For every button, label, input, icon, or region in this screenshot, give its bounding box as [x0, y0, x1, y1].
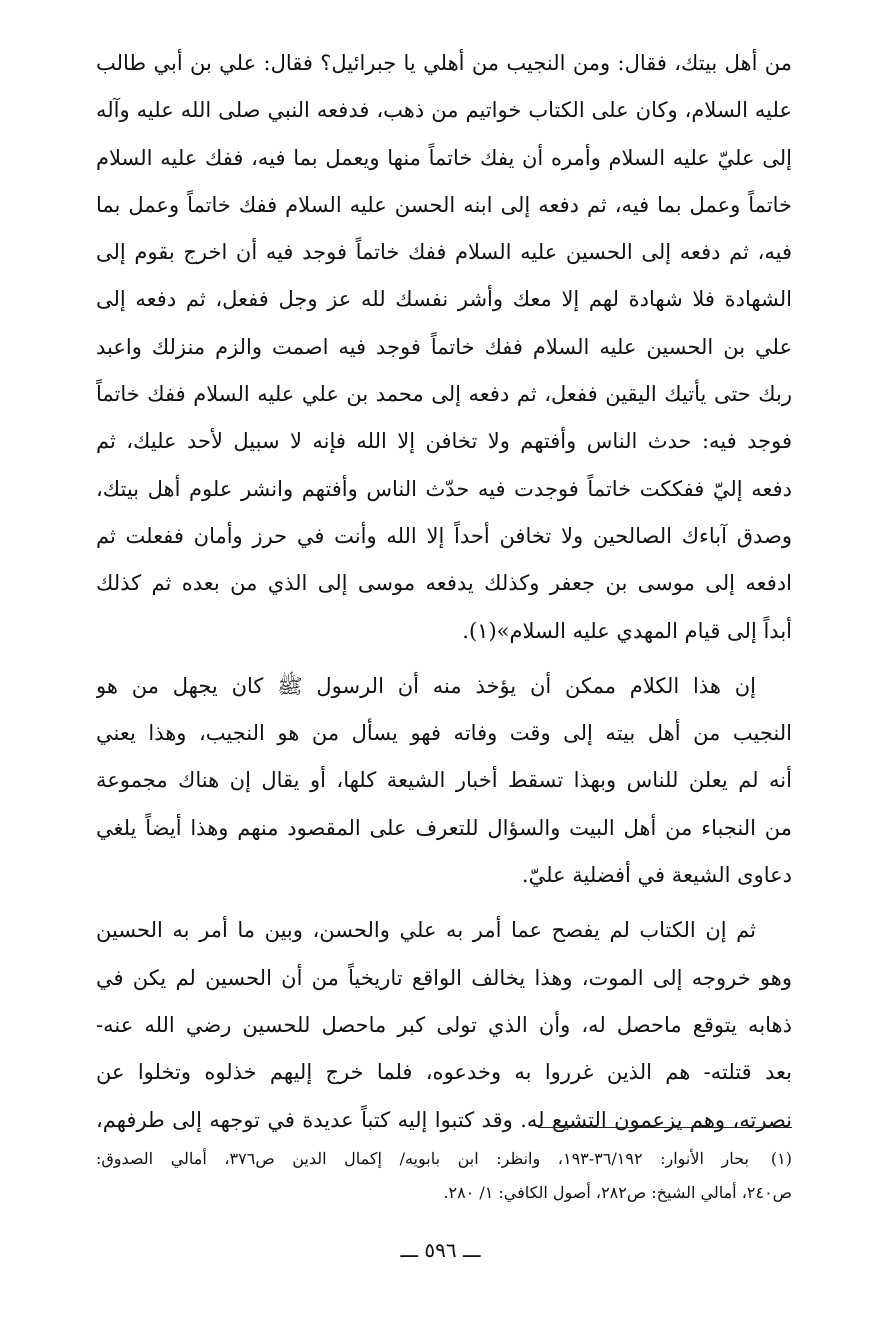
paragraph-1 [96, 40, 792, 655]
paragraph-2 [96, 663, 792, 899]
text-line: من النجباء من أهل البيت والسؤال للتعرف على المقصود منهم وهذا أيضاً يلغي [96, 815, 792, 840]
footnote-marker: (١) [770, 1149, 792, 1168]
paragraph-gap [96, 899, 792, 907]
text-line: خاتماً وعمل بما فيه، ثم دفعه إلى ابنه الحسن عليه السلام ففك خاتماً وعمل بما [96, 192, 792, 217]
footnote-separator [538, 1127, 792, 1128]
text-line: إن هذا الكلام ممكن أن يؤخذ منه أن الرسول ﷺ كان يجهل من هو [96, 673, 756, 698]
text-line: الشهادة فلا شهادة لهم إلا معك وأشر نفسك لله عز وجل ففعل، ثم دفعه إلى [96, 287, 792, 312]
text-line: فوجد فيه: حدث الناس وأفتهم ولا تخافن إلا الله فإنه لا سبيل لأحد عليك، ثم [96, 429, 792, 454]
footnote-line [96, 1142, 792, 1176]
text-line: وهو خروجه إلى الموت، وهذا يخالف الواقع تاريخياً من أن الحسين لم يكن في [96, 965, 792, 990]
text-line: عليه السلام، وكان على الكتاب خواتيم من ذهب، فدفعه النبي صلى الله عليه وآله [96, 98, 792, 123]
text-line: دفعه إليّ ففككت خاتماً فوجدت فيه حدّث الناس وأفتهم وانشر علوم أهل بيتك، [96, 476, 792, 501]
text-line: دعاوى الشيعة في أفضلية عليّ. [521, 863, 792, 888]
text-line: النجيب من أهل بيته إلى وقت وفاته فهو يسأل من هو النجيب، وهذا يعني [96, 721, 792, 746]
footnote [96, 1142, 792, 1210]
footnote-text: بحار الأنوار: ٣٦/١٩٢-١٩٣، وانظر: ابن بابويه/ إكمال الدين ص٣٧٦، أمالي الصدوق: [96, 1149, 749, 1168]
text-line: وصدق آباءك الصالحين ولا تخافن أحداً إلا الله وأنت في حرز وأمان ففعلت ثم [96, 523, 792, 548]
text-line: نصرته، وهم يزعمون التشيع له. وقد كتبوا إليه كتباً عديدة في توجهه إلى طرفهم، [96, 1107, 792, 1132]
main-text [96, 40, 792, 1144]
text-line: ربك حتى يأتيك اليقين ففعل، ثم دفعه إلى محمد بن علي عليه السلام ففك خاتماً [96, 382, 792, 407]
text-line: ادفعه إلى موسى بن جعفر وكذلك يدفعه موسى إلى الذي من بعده ثم كذلك [96, 571, 792, 596]
text-line: أبداً إلى قيام المهدي عليه السلام»(١). [462, 618, 792, 643]
paragraph-gap [96, 655, 792, 663]
page-number: ـــ ٥٩٦ ـــ [400, 1238, 481, 1262]
text-line: فيه، ثم دفعه إلى الحسين عليه السلام ففك خاتماً فوجد فيه أن اخرج بقوم إلى [96, 240, 792, 265]
text-line: علي بن الحسين عليه السلام ففك خاتماً فوجد فيه اصمت والزم منزلك واعبد [96, 334, 792, 359]
text-line: ثم إن الكتاب لم يفصح عما أمر به علي والحسن، وبين ما أمر به الحسين [96, 918, 756, 943]
text-line: إلى عليّ عليه السلام وأمره أن يفك خاتماً منها ويعمل بما فيه، ففك عليه السلام [96, 145, 792, 170]
paragraph-3 [96, 907, 792, 1143]
text-line: من أهل بيتك، فقال: ومن النجيب من أهلي يا جبرائيل؟ فقال: علي بن أبي طالب [96, 51, 792, 75]
text-line: أنه لم يعلن للناس وبهذا تسقط أخبار الشيعة كلها، أو يقال إن هناك مجموعة [96, 768, 792, 793]
text-line: بعد قتلته- هم الذين غرروا به وخدعوه، فلما خرج إليهم خذلوه وتخلوا عن [96, 1060, 792, 1085]
text-line: ذهابه يتوقع ماحصل له، وأن الذي تولى كبر ماحصل للحسين رضي الله عنه- [96, 1012, 792, 1037]
footnote-line: ص٢٤٠، أمالي الشيخ: ص٢٨٢، أصول الكافي: ١/ ٢٨٠. [443, 1183, 792, 1202]
